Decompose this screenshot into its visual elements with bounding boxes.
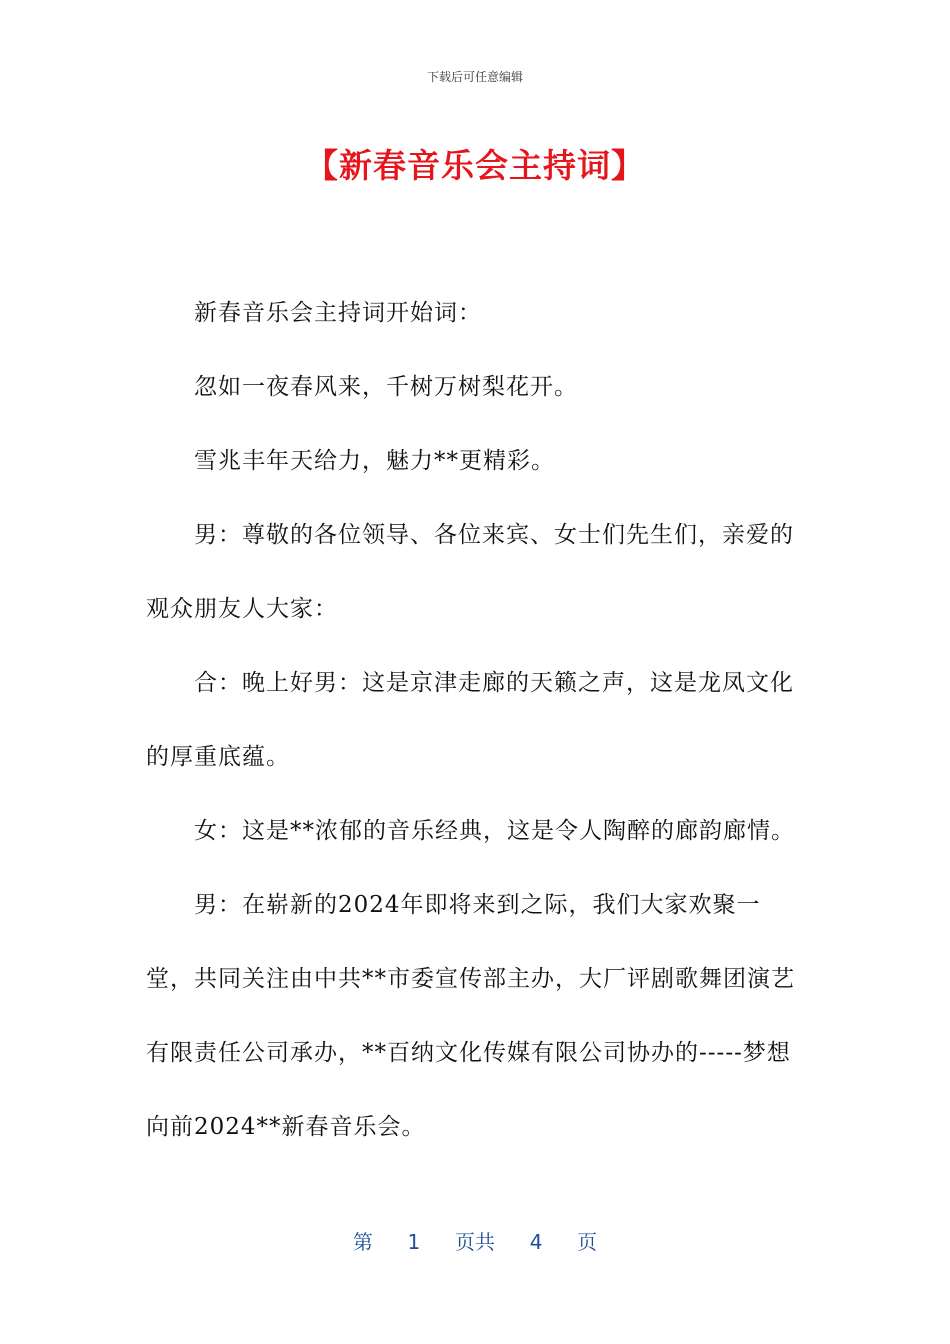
paragraph-male-greeting: 男：尊敬的各位领导、各位来宾、女士们先生们，亲爱的观众朋友人大家：	[146, 522, 794, 622]
document-body	[146, 276, 806, 1164]
footer-prefix: 第	[352, 1230, 373, 1254]
page-number-footer	[0, 1226, 950, 1255]
paragraph-verse-1: 忽如一夜春风来，千树万树梨花开。	[194, 374, 578, 400]
footer-middle: 页共	[455, 1230, 495, 1254]
paragraph-verse-2: 雪兆丰年天给力，魅力**更精彩。	[194, 448, 555, 474]
footer-current-page: 1	[407, 1230, 421, 1254]
document-title: 【新春音乐会主持词】	[305, 146, 645, 185]
paragraph-female: 女：这是**浓郁的音乐经典，这是令人陶醉的廊韵廊情。	[194, 818, 795, 844]
header-note: 下载后可任意编辑	[426, 70, 523, 84]
footer-total-pages: 4	[529, 1230, 543, 1254]
paragraph-opening: 新春音乐会主持词开始词：	[194, 300, 482, 326]
footer-suffix: 页	[577, 1230, 598, 1254]
paragraph-together: 合：晚上好男：这是京津走廊的天籁之声，这是龙凤文化的厚重底蕴。	[146, 670, 794, 770]
paragraph-male-intro: 男：在崭新的2024年即将来到之际，我们大家欢聚一堂，共同关注由中共**市委宣传部主办，大厂评剧歌舞团演艺有限责任公司承办，**百纳文化传媒有限公司协办的-----梦想向前2024**新春音乐会。	[146, 892, 795, 1140]
